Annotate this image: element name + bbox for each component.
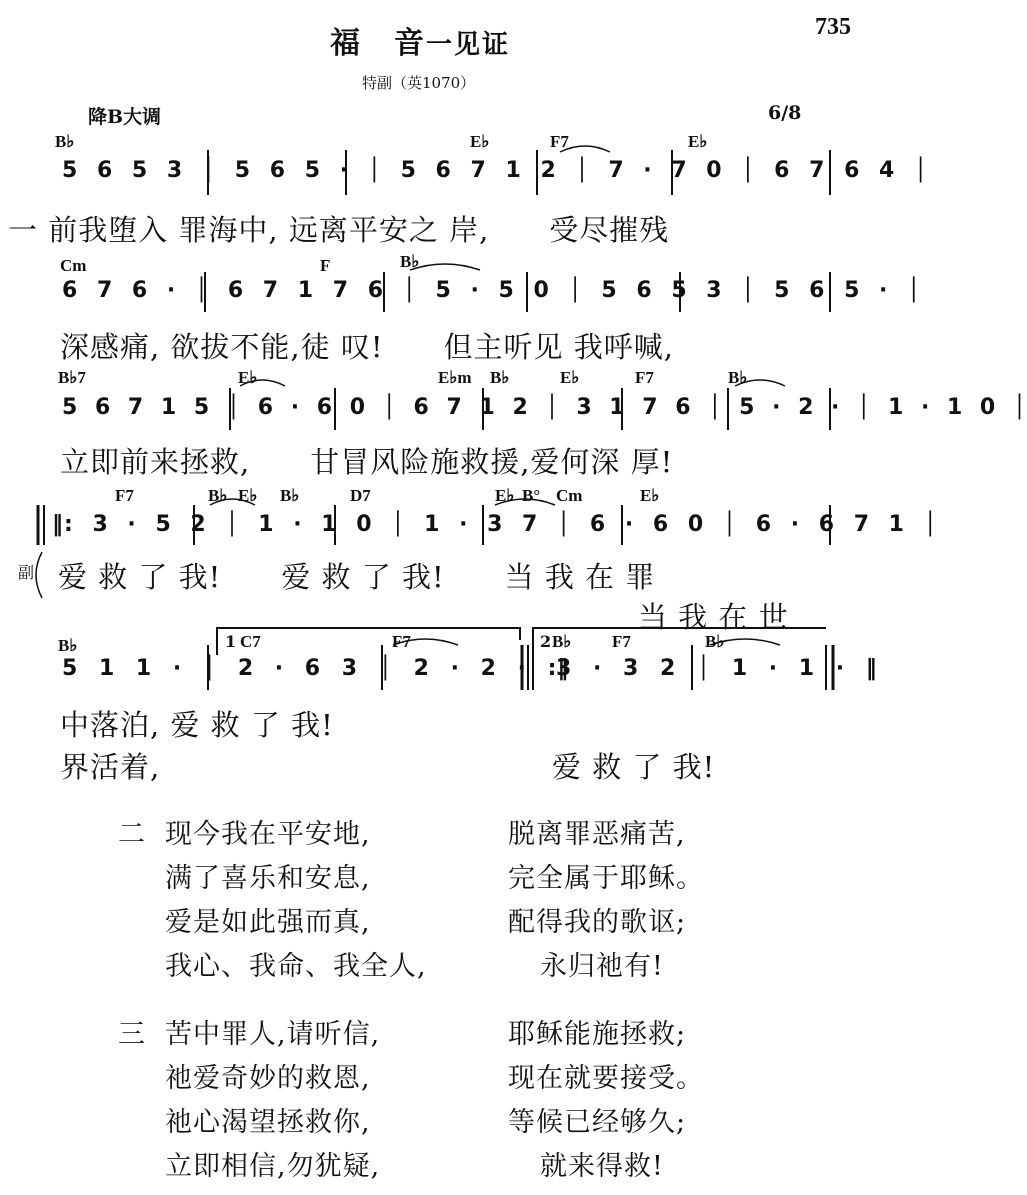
- chord-symbol: Cm: [556, 486, 583, 505]
- chord-symbol: B♭: [58, 636, 78, 655]
- verse-line: 永归祂有!: [540, 951, 664, 982]
- verse-number: 二: [118, 819, 146, 850]
- chord-symbol: E♭: [238, 486, 258, 505]
- time-signature: 6/8: [768, 102, 802, 124]
- lyric-line: 中落泊, 爱 救 了 我!: [60, 708, 334, 742]
- chord-symbol: F7: [612, 632, 631, 651]
- notation-row: ‖: 3 · 5 2 │ 1 · 1 0 │ 1 · 3 7 │ 6 · 6 0 │ 6 · 6 7 1 │: [52, 512, 938, 537]
- chord-symbol: B♭: [490, 368, 510, 387]
- page-title: 福 音一见证: [330, 26, 511, 61]
- chord-symbol: F7: [550, 132, 569, 151]
- lyric-line: 界活着,: [60, 750, 161, 784]
- chord-symbol: B♭: [208, 486, 228, 505]
- verse-line: 我心、我命、我全人,: [165, 951, 427, 982]
- chord-symbol: F: [320, 256, 331, 275]
- verse-line: 现今我在平安地,: [165, 819, 371, 850]
- verse-line: 祂爱奇妙的救恩,: [165, 1063, 371, 1094]
- chord-symbol: B°: [522, 486, 541, 505]
- verse-line: 完全属于耶稣。: [508, 863, 704, 894]
- lyric-line: 当 我 在 世: [638, 600, 789, 634]
- lyric-line: 爱 救 了 我!: [552, 750, 716, 784]
- notation-row: 5 1 1 · │ 2 · 6 3 │ 2 · 2 · :‖: [62, 656, 570, 681]
- chord-symbol: B♭: [705, 632, 725, 651]
- notation-row: 6 7 6 · │ 6 7 1 7 6 │ 5 · 5 0 │ 5 6 5 3 │ 5 6 5 · │: [62, 278, 922, 303]
- verse-line: 配得我的歌讴;: [508, 907, 687, 938]
- ending-number: 1: [225, 632, 237, 651]
- chord-symbol: E♭: [495, 486, 515, 505]
- chord-symbol: E♭m: [438, 368, 472, 387]
- ending-number: 2: [540, 632, 552, 651]
- notation-row: 5 6 5 3 │ 5 6 5 · │ 5 6 7 1 2 │ 7 · 7 0 │ 6 7 6 4 │: [62, 158, 929, 183]
- chord-symbol: Cm: [60, 256, 87, 275]
- verse-line: 就来得救!: [540, 1151, 664, 1182]
- verse-line: 现在就要接受。: [508, 1063, 704, 1094]
- lyric-line: 一 前我堕入 罪海中, 远离平安之 岸, 受尽摧残: [8, 213, 670, 247]
- verse-line: 立即相信,勿犹疑,: [165, 1151, 381, 1182]
- chord-symbol: B♭: [728, 368, 748, 387]
- chord-symbol: E♭: [688, 132, 708, 151]
- key-signature: 降B大调: [88, 106, 162, 128]
- page-number: 735: [815, 14, 851, 40]
- verse-line: 耶稣能施拯救;: [508, 1019, 687, 1050]
- lyric-line: 立即前来拯救, 甘冒风险施救援,爱何深 厚!: [60, 445, 674, 479]
- verse-line: 等候已经够久;: [508, 1107, 687, 1138]
- chord-symbol: E♭: [560, 368, 580, 387]
- subtitle: 特副（英1070）: [362, 74, 476, 92]
- chord-symbol: C7: [240, 632, 261, 651]
- verse-number: 三: [118, 1019, 146, 1050]
- chord-symbol: F7: [635, 368, 654, 387]
- lyric-line: 爱 救 了 我! 爱 救 了 我! 当 我 在 罪: [58, 560, 656, 594]
- chord-symbol: B♭: [400, 252, 420, 271]
- chord-symbol: B♭: [280, 486, 300, 505]
- chord-symbol: E♭: [238, 368, 258, 387]
- verse-line: 爱是如此强而真,: [165, 907, 371, 938]
- chord-symbol: B♭: [552, 632, 572, 651]
- verse-line: 脱离罪恶痛苦,: [508, 819, 686, 850]
- chord-symbol: F7: [392, 632, 411, 651]
- chorus-label: 副: [18, 563, 35, 582]
- chord-symbol: E♭: [640, 486, 660, 505]
- notation-row: 5 6 7 1 5 │ 6 · 6 0 │ 6 7 1 2 │ 3 1 7 6 │ 5 · 2 · │ 1 · 1 0 │: [62, 395, 1027, 420]
- verse-line: 满了喜乐和安息,: [165, 863, 371, 894]
- notation-row: 3 · 3 2 │ 1 · 1 · ‖: [556, 656, 878, 681]
- verse-line: 苦中罪人,请听信,: [165, 1019, 381, 1050]
- chord-symbol: B♭7: [58, 368, 86, 387]
- lyric-line: 深感痛, 欲拔不能,徒 叹! 但主听见 我呼喊,: [60, 330, 674, 364]
- chord-symbol: D7: [350, 486, 371, 505]
- chord-symbol: F7: [115, 486, 134, 505]
- chord-symbol: B♭: [55, 132, 75, 151]
- chord-symbol: E♭: [470, 132, 490, 151]
- verse-line: 祂心渴望拯救你,: [165, 1107, 371, 1138]
